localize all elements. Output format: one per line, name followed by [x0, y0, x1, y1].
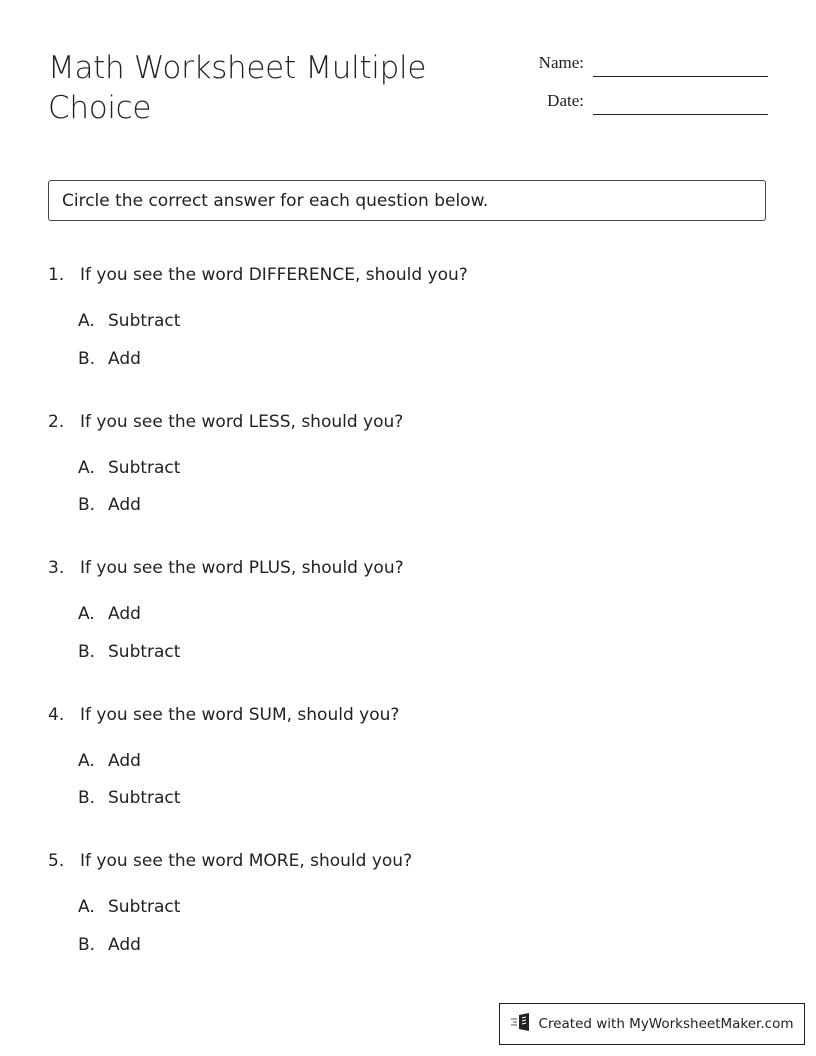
footer-text: Created with MyWorksheetMaker.com — [538, 1016, 794, 1032]
name-line[interactable] — [593, 76, 768, 77]
option-text: Subtract — [108, 788, 181, 808]
date-line[interactable] — [593, 114, 768, 115]
option-text: Add — [108, 750, 141, 771]
option-text: Subtract — [108, 897, 181, 917]
option-letter: A. — [78, 457, 95, 478]
question-text: If you see the word DIFFERENCE, should you? — [80, 265, 468, 285]
option-letter: A. — [78, 311, 95, 331]
option-letter: A. — [78, 750, 95, 771]
question-text: If you see the word SUM, should you? — [80, 704, 400, 725]
question-number: 1. — [48, 265, 65, 285]
option-letter: A. — [78, 604, 95, 624]
option-text: Add — [108, 934, 141, 955]
option-text: Add — [108, 348, 141, 369]
option-text: Subtract — [108, 641, 181, 662]
option-text: Subtract — [108, 457, 181, 478]
option-text: Subtract — [108, 311, 181, 331]
question-number: 4. — [48, 704, 65, 725]
question-text: If you see the word MORE, should you? — [80, 851, 413, 871]
option-letter: B. — [78, 788, 96, 808]
name-label: Name: — [538, 53, 584, 72]
date-label: Date: — [547, 91, 584, 110]
option-letter: A. — [78, 897, 95, 917]
question-text: If you see the word PLUS, should you? — [80, 558, 404, 578]
option-letter: B. — [78, 641, 96, 662]
option-letter: B. — [78, 495, 96, 515]
question-number: 5. — [48, 851, 65, 871]
option-letter: B. — [78, 934, 96, 955]
worksheet-title: Math Worksheet Multiple Choice — [48, 50, 427, 126]
worksheet-logo-icon — [511, 1012, 533, 1036]
option-text: Add — [108, 604, 141, 624]
option-text: Add — [108, 495, 141, 515]
question-number: 3. — [48, 558, 65, 578]
question-number: 2. — [48, 411, 65, 432]
question-text: If you see the word LESS, should you? — [80, 411, 404, 432]
instructions-box: Circle the correct answer for each question below. — [48, 180, 766, 221]
footer-badge — [499, 1003, 805, 1045]
option-letter: B. — [78, 348, 96, 369]
